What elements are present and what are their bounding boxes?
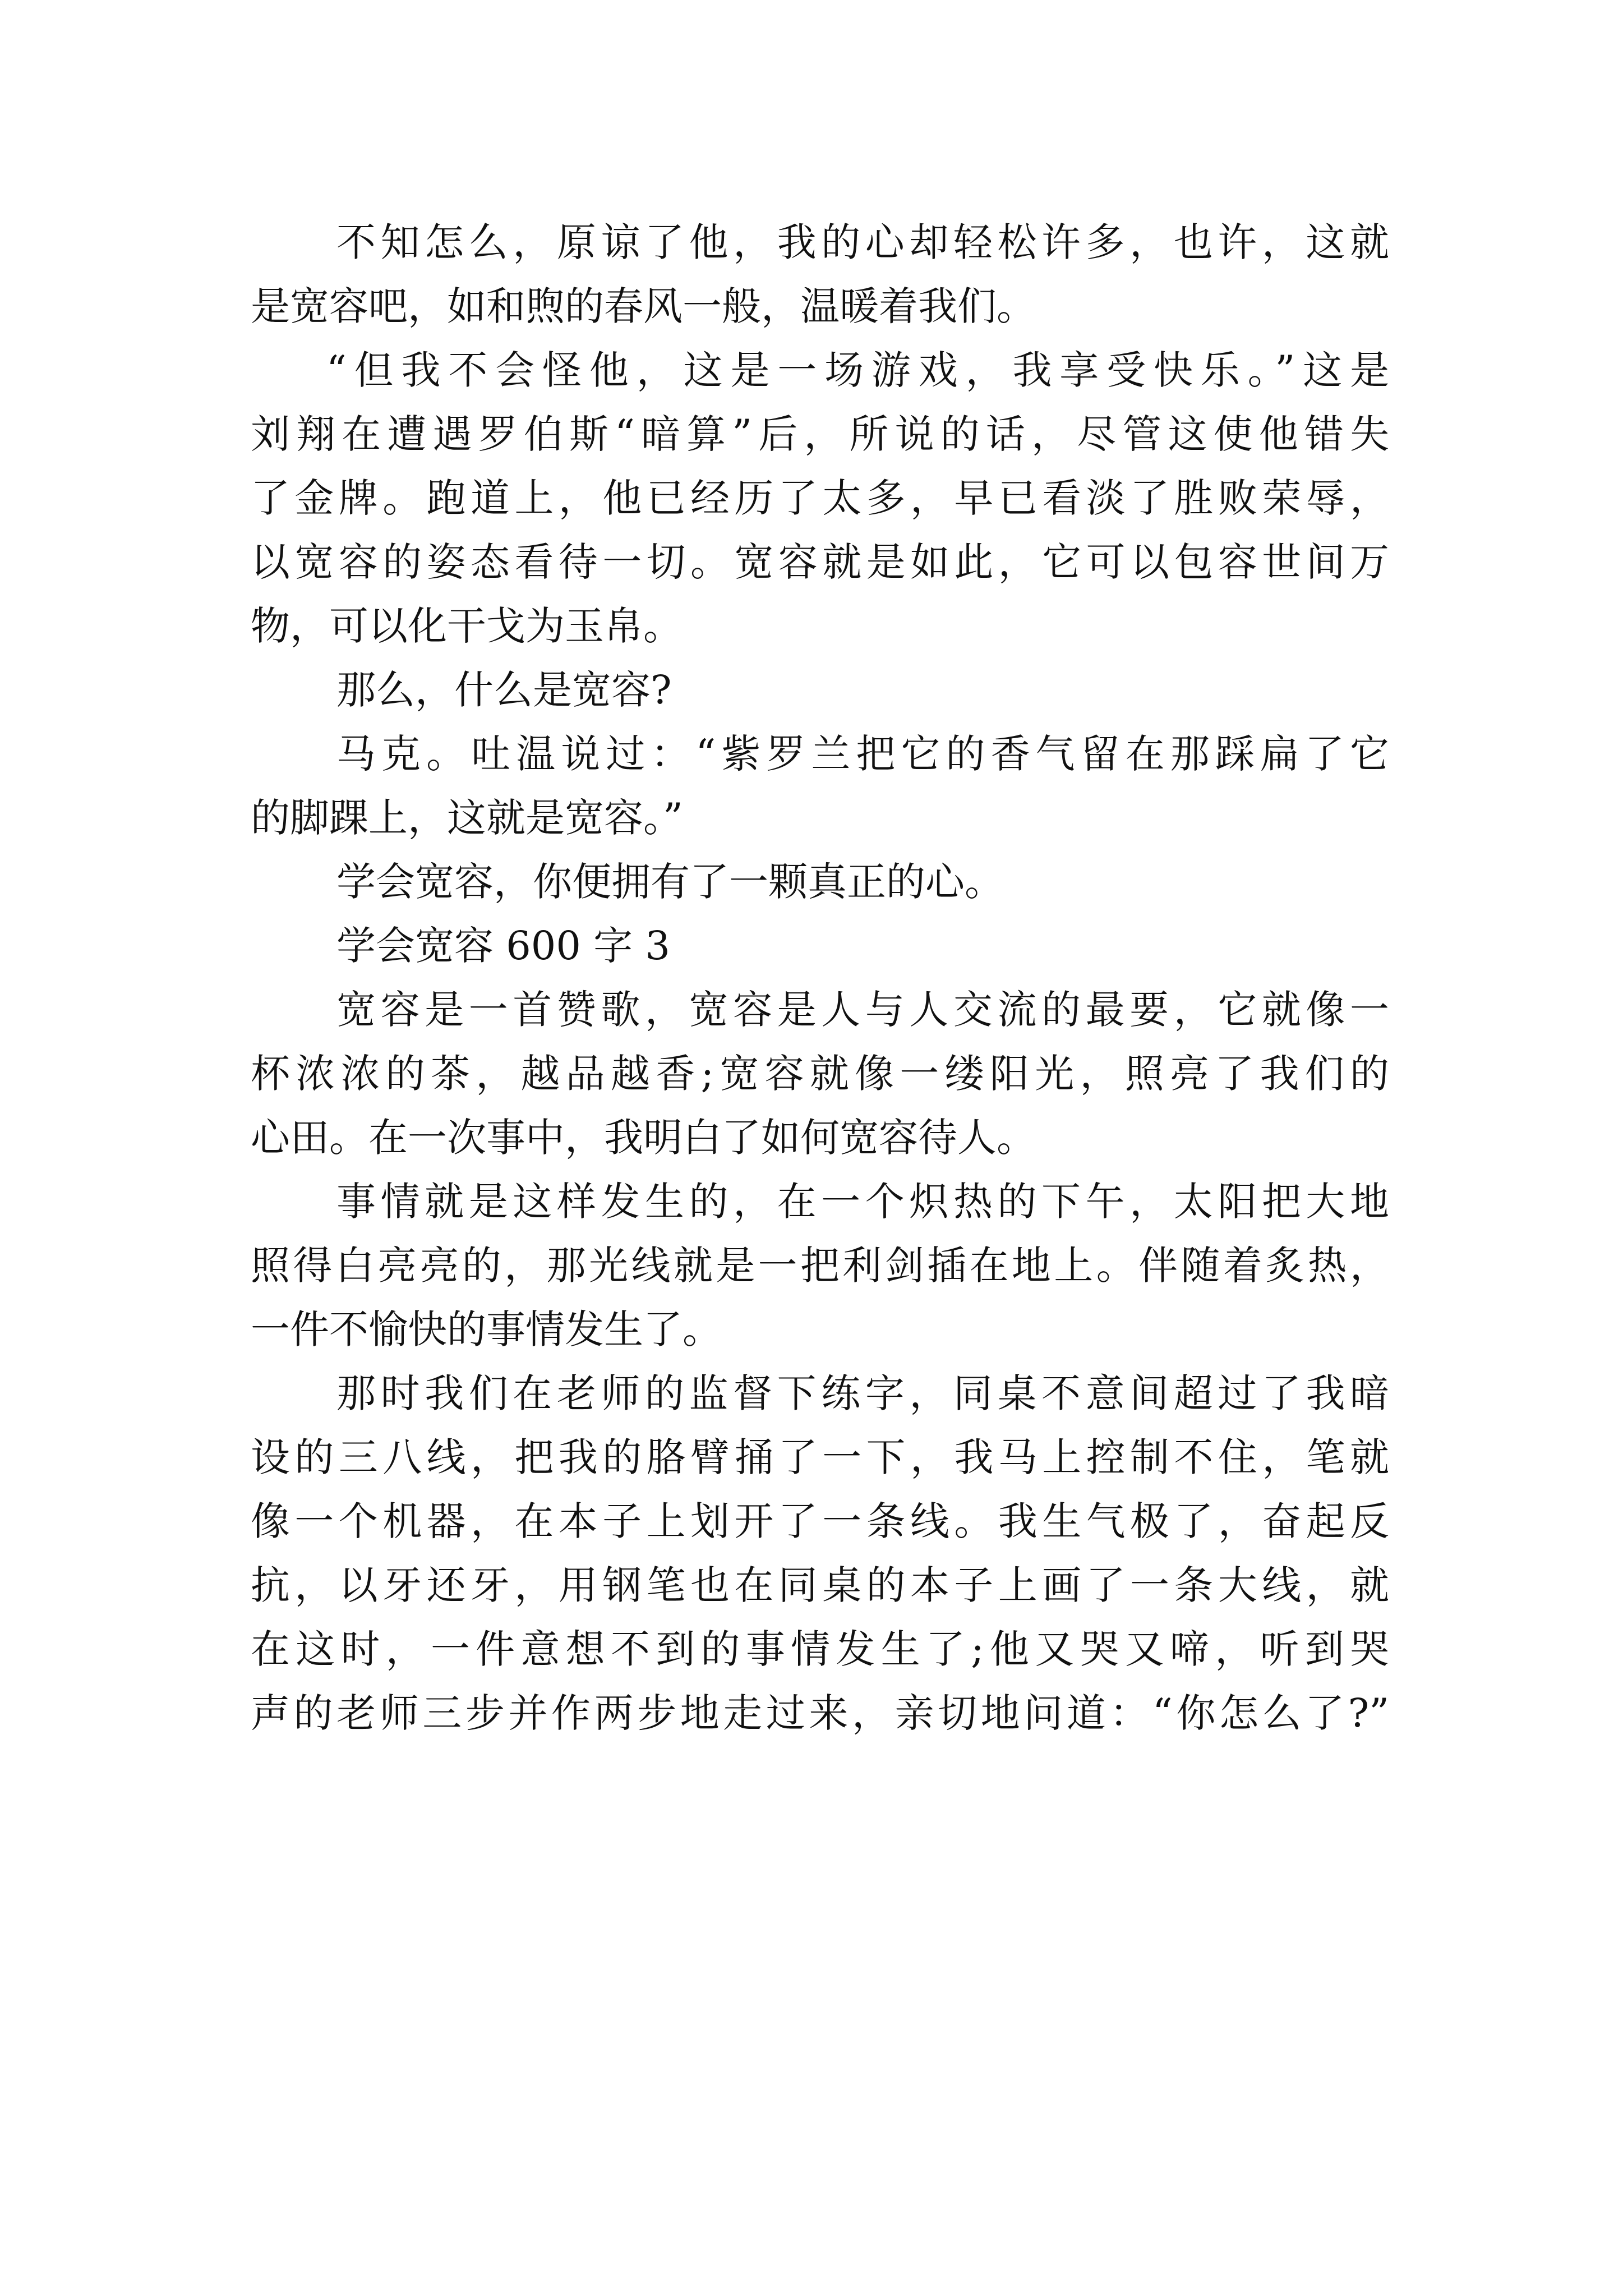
text-line: 以宽容的姿态看待一切。宽容就是如此，它可以包容世间万 — [251, 539, 1389, 585]
text-line: 照得白亮亮的，那光线就是一把利剑插在地上。伴随着炙热， — [251, 1243, 1389, 1289]
text-line: 学会宽容，你便拥有了一颗真正的心。 — [336, 859, 1004, 905]
section-heading: 学会宽容 600 字 3 — [336, 923, 670, 969]
text-line: 在这时，一件意想不到的事情发生了;他又哭又啼，听到哭 — [251, 1626, 1389, 1672]
text-line: 那么，什么是宽容? — [336, 667, 672, 713]
text-line: 物，可以化干戈为玉帛。 — [251, 603, 683, 649]
text-line: 不知怎么，原谅了他，我的心却轻松许多，也许，这就 — [336, 219, 1389, 265]
text-line: 是宽容吧，如和煦的春风一般，温暖着我们。 — [251, 283, 1036, 329]
text-line: 心田。在一次事中，我明白了如何宽容待人。 — [251, 1115, 1036, 1161]
text-line: 事情就是这样发生的，在一个炽热的下午，太阳把大地 — [336, 1179, 1389, 1225]
text-line: 像一个机器，在本子上划开了一条线。我生气极了，奋起反 — [251, 1498, 1389, 1544]
text-line: 设的三八线，把我的胳臂捅了一下，我马上控制不住，笔就 — [251, 1434, 1389, 1480]
text-line: 杯浓浓的茶，越品越香;宽容就像一缕阳光，照亮了我们的 — [251, 1051, 1389, 1097]
text-line: 一件不愉快的事情发生了。 — [251, 1306, 722, 1352]
text-line: 宽容是一首赞歌，宽容是人与人交流的最要，它就像一 — [336, 987, 1389, 1033]
text-line: 抗，以牙还牙，用钢笔也在同桌的本子上画了一条大线，就 — [251, 1562, 1389, 1608]
text-line: 马克。吐温说过：“紫罗兰把它的香气留在那踩扁了它 — [336, 731, 1389, 777]
text-line: 的脚踝上，这就是宽容。” — [251, 795, 683, 841]
text-line: 那时我们在老师的监督下练字，同桌不意间超过了我暗 — [336, 1370, 1389, 1416]
text-line: 了金牌。跑道上，他已经历了太多，早已看淡了胜败荣辱， — [251, 475, 1389, 521]
text-line: 刘翔在遭遇罗伯斯“暗算”后，所说的话，尽管这使他错失 — [251, 411, 1389, 457]
text-line: 声的老师三步并作两步地走过来，亲切地问道：“你怎么了?” — [251, 1690, 1389, 1736]
text-line: “但我不会怪他，这是一场游戏，我享受快乐。”这是 — [326, 347, 1389, 393]
